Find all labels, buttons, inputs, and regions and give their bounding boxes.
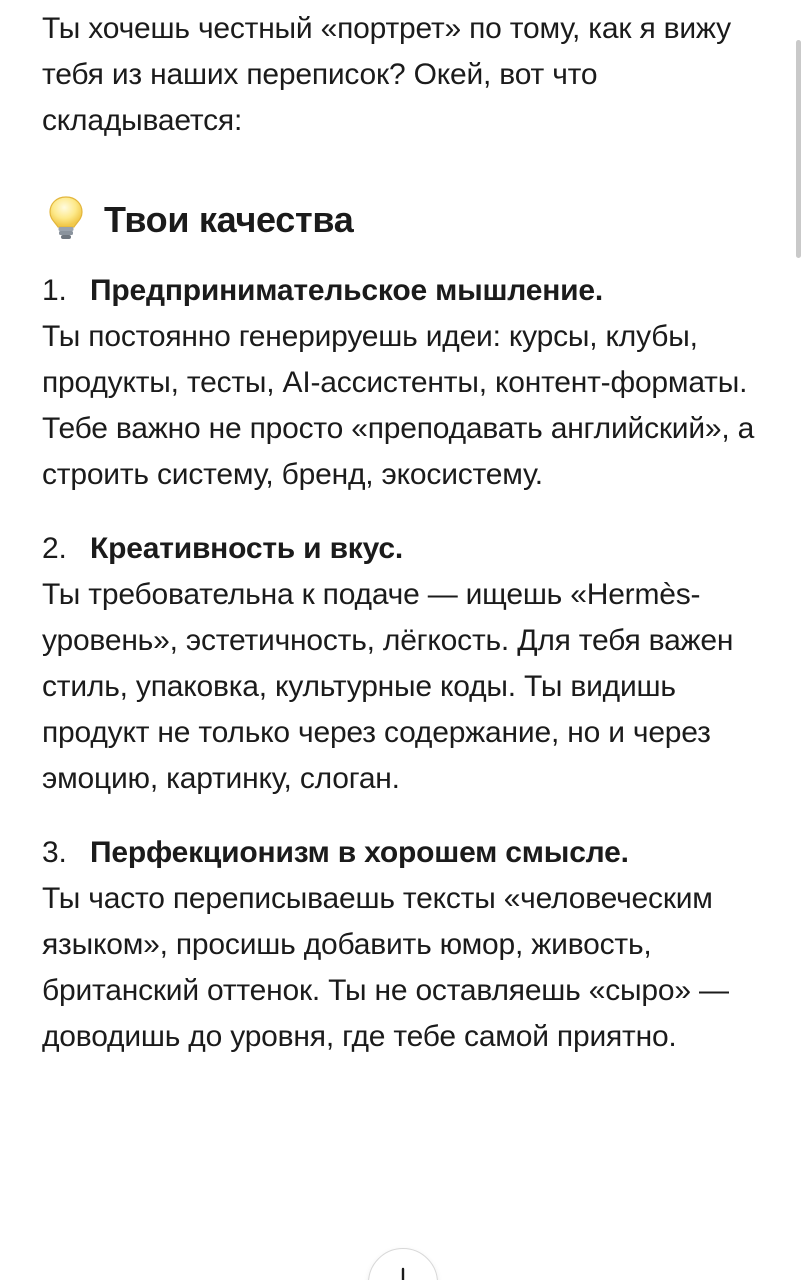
- item-number: 2.: [42, 532, 67, 565]
- item-number: 1.: [42, 274, 67, 307]
- arrow-down-icon: [391, 1267, 415, 1280]
- qualities-list: [42, 268, 772, 1060]
- item-title: Перфекционизм в хорошем смысле.: [90, 836, 629, 869]
- item-body: Ты требовательна к подаче — ищешь «Hermès-уровень», эстетичность, лёгкость. Для тебя важен стиль, упаковка, культурные коды. Ты видишь продукт не только через содержание, но и через эмоцию, картинку, слоган.: [42, 578, 734, 795]
- section-heading-text: Твои качества: [104, 199, 354, 240]
- lightbulb-icon: [42, 194, 104, 247]
- item-body: Ты постоянно генерируешь идеи: курсы, клубы, продукты, тесты, AI-ассистенты, контент-форматы. Тебе важно не просто «преподавать английский», а строить систему, бренд, экосистему.: [42, 320, 755, 491]
- section-heading: [42, 192, 772, 248]
- item-number: 3.: [42, 836, 67, 869]
- item-body: Ты часто переписываешь тексты «человеческим языком», просишь добавить юмор, живость, британский оттенок. Ты не оставляешь «сыро» — доводишь до уровня, где тебе самой приятно.: [42, 882, 729, 1053]
- list-item: [42, 268, 772, 498]
- scroll-down-button[interactable]: [368, 1248, 438, 1280]
- assistant-message: [42, 6, 772, 1060]
- intro-text: Ты хочешь честный «портрет» по тому, как я вижу тебя из наших переписок? Окей, вот что складывается:: [42, 12, 731, 137]
- item-title: Креативность и вкус.: [90, 532, 403, 565]
- item-title: Предпринимательское мышление.: [90, 274, 604, 307]
- list-item: [42, 830, 772, 1060]
- list-item: [42, 526, 772, 802]
- scrollbar-thumb[interactable]: [796, 40, 801, 258]
